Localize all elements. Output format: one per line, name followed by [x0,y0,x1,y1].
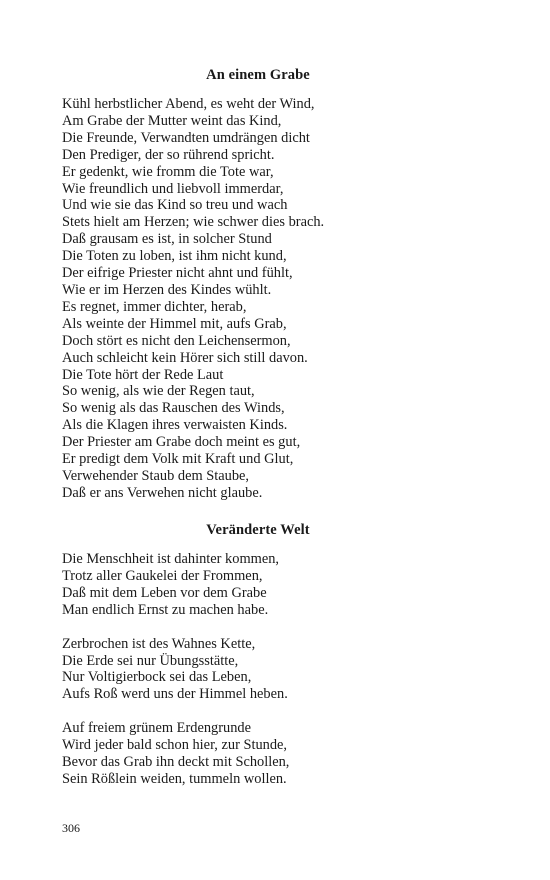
poem-line: Der Priester am Grabe doch meint es gut, [62,434,301,451]
stanza [62,720,482,788]
poem-line: Als weinte der Himmel mit, aufs Grab, [62,315,287,332]
poem-line: Die Tote hört der Rede Laut [62,366,224,383]
stanza [62,96,482,502]
poem-line: Wie er im Herzen des Kindes wühlt. [62,281,272,298]
poem-line: Auch schleicht kein Hörer sich still davon. [62,349,308,366]
poem-line: Nur Voltigierbock sei das Leben, [62,669,252,686]
poem-line: Als die Klagen ihres verwaisten Kinds. [62,417,288,434]
poem-line: Die Freunde, Verwandten umdrängen dicht [62,129,310,146]
stanza [62,636,482,704]
poem-line: Die Erde sei nur Übungsstätte, [62,652,239,669]
poem-line: Die Toten zu loben, ist ihm nicht kund, [62,248,287,265]
poem-line: Kühl herbstlicher Abend, es weht der Wind, [62,96,315,112]
poem-line: So wenig als das Rauschen des Winds, [62,400,285,417]
poem-line: So wenig, als wie der Regen taut, [62,383,255,400]
poem-line: Stets hielt am Herzen; wie schwer dies brach. [62,214,325,231]
poem-line: Verwehender Staub dem Staube, [62,467,250,484]
poem-line: Wie freundlich und liebvoll immerdar, [62,180,284,197]
poem-line: Es regnet, immer dichter, herab, [62,298,247,315]
poem-an-einem-grabe [62,66,482,519]
poem-title: An einem Grabe [206,67,310,83]
poem-line: Man endlich Ernst zu machen habe. [62,601,269,618]
poem-line: Der eifrige Priester nicht ahnt und fühlt, [62,265,293,282]
poem-line: Aufs Roß werd uns der Himmel heben. [62,686,288,703]
poem-line: Wird jeder bald schon hier, zur Stunde, [62,737,288,754]
poem-line: Den Prediger, der so rührend spricht. [62,146,275,163]
poem-line: Bevor das Grab ihn deckt mit Schollen, [62,754,290,771]
poem-line: Sein Rößlein weiden, tummeln wollen. [62,770,287,787]
poem-line: Und wie sie das Kind so treu und wach [62,197,288,214]
poem-line: Am Grabe der Mutter weint das Kind, [62,112,282,129]
poem-line: Auf freiem grünem Erdengrunde [62,720,252,737]
poem-line: Doch stört es nicht den Leichensermon, [62,332,291,349]
poem-line: Er predigt dem Volk mit Kraft und Glut, [62,451,294,468]
page-number: 306 [62,821,80,835]
poem-line: Trotz aller Gaukelei der Frommen, [62,567,263,584]
poem-title: Veränderte Welt [206,522,310,538]
poem-line: Er gedenkt, wie fromm die Tote war, [62,163,274,180]
poem-veraenderte-welt [62,521,482,805]
poem-line: Daß mit dem Leben vor dem Grabe [62,584,267,601]
poem-line: Daß grausam es ist, in solcher Stund [62,231,272,248]
poem-line: Zerbrochen ist des Wahnes Kette, [62,635,256,652]
poem-line: Die Menschheit ist dahinter kommen, [62,551,280,567]
poem-line: Daß er ans Verwehen nicht glaube. [62,484,263,501]
stanza [62,551,482,619]
